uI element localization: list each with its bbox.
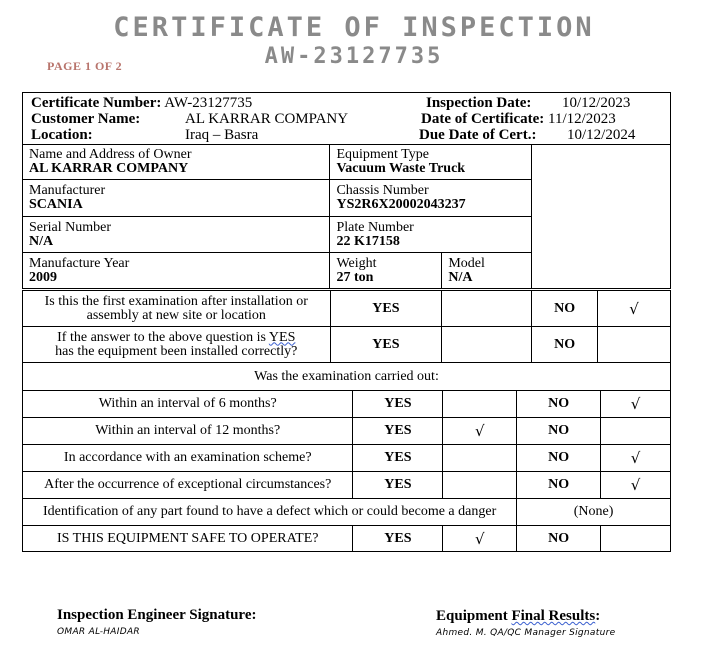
check-mark-icon[interactable]: √ — [601, 445, 671, 472]
check-mark-icon[interactable]: √ — [598, 291, 671, 327]
table-row — [23, 391, 671, 418]
table-row — [23, 145, 671, 180]
chassis-label: Chassis Number — [336, 183, 429, 198]
final-results-text: Equipment — [436, 608, 512, 624]
yes-label: YES — [330, 327, 442, 363]
model-label: Model — [448, 255, 485, 271]
inspection-date-row — [426, 95, 531, 111]
final-results-emphasis: Final Results — [511, 608, 596, 624]
yes-checkbox-cell[interactable] — [443, 445, 517, 472]
year-value: 2009 — [29, 269, 57, 285]
owner-value: AL KARRAR COMPANY — [29, 161, 189, 176]
equipment-details-table — [22, 144, 671, 289]
question-line: assembly at new site or location — [86, 307, 266, 323]
owner-cell — [23, 145, 330, 180]
check-mark-icon[interactable]: √ — [443, 418, 517, 445]
question-emphasis: YES — [268, 329, 296, 345]
yes-label: YES — [353, 526, 443, 552]
chassis-cell — [330, 180, 532, 217]
yes-label: YES — [353, 445, 443, 472]
equipment-type-label: Equipment Type — [336, 147, 429, 162]
location-row — [31, 127, 93, 143]
certificate-code: AW-23127735 — [264, 44, 444, 69]
due-date-row — [419, 127, 536, 143]
plate-cell — [330, 217, 532, 253]
year-cell — [23, 253, 330, 289]
cert-date-row — [421, 111, 616, 127]
question-line: Is this the first examination after installation or — [44, 293, 308, 309]
no-label: NO — [517, 391, 601, 418]
cert-date-value: 11/12/2023 — [548, 111, 616, 127]
no-label: NO — [517, 418, 601, 445]
inspection-date-value: 10/12/2023 — [562, 95, 631, 111]
no-label: NO — [532, 291, 598, 327]
yes-checkbox-cell[interactable] — [443, 472, 517, 499]
customer-label: Customer Name: — [31, 111, 141, 127]
customer-value: AL KARRAR COMPANY — [185, 111, 349, 127]
carried-out-heading: Was the examination carried out: — [23, 363, 671, 391]
no-label: NO — [532, 327, 598, 363]
model-cell — [442, 253, 532, 289]
table-row — [23, 445, 671, 472]
customer-row — [31, 111, 140, 127]
no-label: NO — [517, 526, 601, 552]
weight-label: Weight — [336, 255, 377, 271]
table-row — [23, 363, 671, 391]
yes-checkbox-cell[interactable] — [442, 327, 532, 363]
blank-cell — [532, 145, 671, 289]
yes-checkbox-cell[interactable] — [443, 391, 517, 418]
table-row — [23, 472, 671, 499]
no-checkbox-cell[interactable] — [598, 327, 671, 363]
cert-number-label: Certificate Number: — [31, 95, 162, 111]
serial-value: N/A — [29, 233, 54, 249]
cert-number-value: AW-23127735 — [164, 95, 253, 111]
final-results-label — [436, 608, 600, 625]
no-checkbox-cell[interactable] — [601, 526, 671, 552]
manufacturer-cell — [23, 180, 330, 217]
table-row — [23, 526, 671, 552]
question-installed-correctly — [23, 327, 331, 363]
certificate-title: CERTIFICATE OF INSPECTION — [113, 12, 595, 43]
yes-checkbox-cell[interactable] — [442, 291, 532, 327]
yes-label: YES — [330, 291, 442, 327]
plate-label: Plate Number — [336, 219, 414, 235]
question-text: If the answer to the above question is — [57, 329, 269, 345]
final-results-colon: : — [595, 608, 601, 624]
chassis-value: YS2R6X20002043237 — [336, 197, 466, 212]
yes-label: YES — [353, 472, 443, 499]
check-mark-icon[interactable]: √ — [601, 472, 671, 499]
question-12-months: Within an interval of 12 months? — [23, 418, 353, 445]
check-mark-icon[interactable]: √ — [443, 526, 517, 552]
page-label: PAGE 1 OF 2 — [47, 59, 123, 73]
owner-label: Name and Address of Owner — [29, 147, 192, 162]
question-6-months: Within an interval of 6 months? — [23, 391, 353, 418]
manufacturer-label: Manufacturer — [29, 183, 106, 198]
location-value: Iraq – Basra — [185, 127, 259, 143]
manufacturer-value: SCANIA — [29, 197, 83, 212]
cert-date-label: Date of Certificate: — [421, 111, 545, 127]
no-label: NO — [517, 445, 601, 472]
examination-table — [22, 390, 671, 552]
serial-label: Serial Number — [29, 219, 112, 235]
engineer-signature-label: Inspection Engineer Signature: — [57, 607, 257, 623]
check-mark-icon[interactable]: √ — [601, 391, 671, 418]
question-line: has the equipment been installed correctly? — [55, 343, 298, 359]
engineer-signature: OMAR AL-HAIDAR — [57, 627, 140, 637]
weight-cell — [330, 253, 442, 289]
question-exceptional: After the occurrence of exceptional circumstances? — [23, 472, 353, 499]
question-exam-scheme: In accordance with an examination scheme? — [23, 445, 353, 472]
yes-label: YES — [353, 391, 443, 418]
equipment-type-value: Vacuum Waste Truck — [336, 161, 466, 176]
header-box — [22, 92, 671, 144]
table-row — [23, 327, 671, 363]
defect-question: Identification of any part found to have a defect which or could become a danger — [23, 499, 517, 526]
table-row — [23, 291, 671, 327]
defect-value: (None) — [517, 499, 671, 526]
year-label: Manufacture Year — [29, 255, 130, 271]
inspection-date-label: Inspection Date: — [426, 95, 532, 111]
serial-cell — [23, 217, 330, 253]
installation-questions-table — [22, 290, 671, 391]
table-row — [23, 499, 671, 526]
question-first-exam — [23, 291, 331, 327]
weight-value: 27 ton — [336, 269, 374, 285]
yes-label: YES — [353, 418, 443, 445]
location-label: Location: — [31, 127, 93, 143]
due-date-value: 10/12/2024 — [567, 127, 636, 143]
cert-number-row — [31, 95, 252, 111]
plate-value: 22 K17158 — [336, 233, 400, 249]
question-line — [29, 331, 324, 345]
manager-signature: Ahmed. M. QA/QC Manager Signature — [436, 628, 616, 638]
model-value: N/A — [448, 269, 473, 285]
no-checkbox-cell[interactable] — [601, 418, 671, 445]
table-row — [23, 418, 671, 445]
equipment-type-cell — [330, 145, 532, 180]
no-label: NO — [517, 472, 601, 499]
question-safe-to-operate: IS THIS EQUIPMENT SAFE TO OPERATE? — [23, 526, 353, 552]
due-date-label: Due Date of Cert.: — [419, 127, 537, 143]
